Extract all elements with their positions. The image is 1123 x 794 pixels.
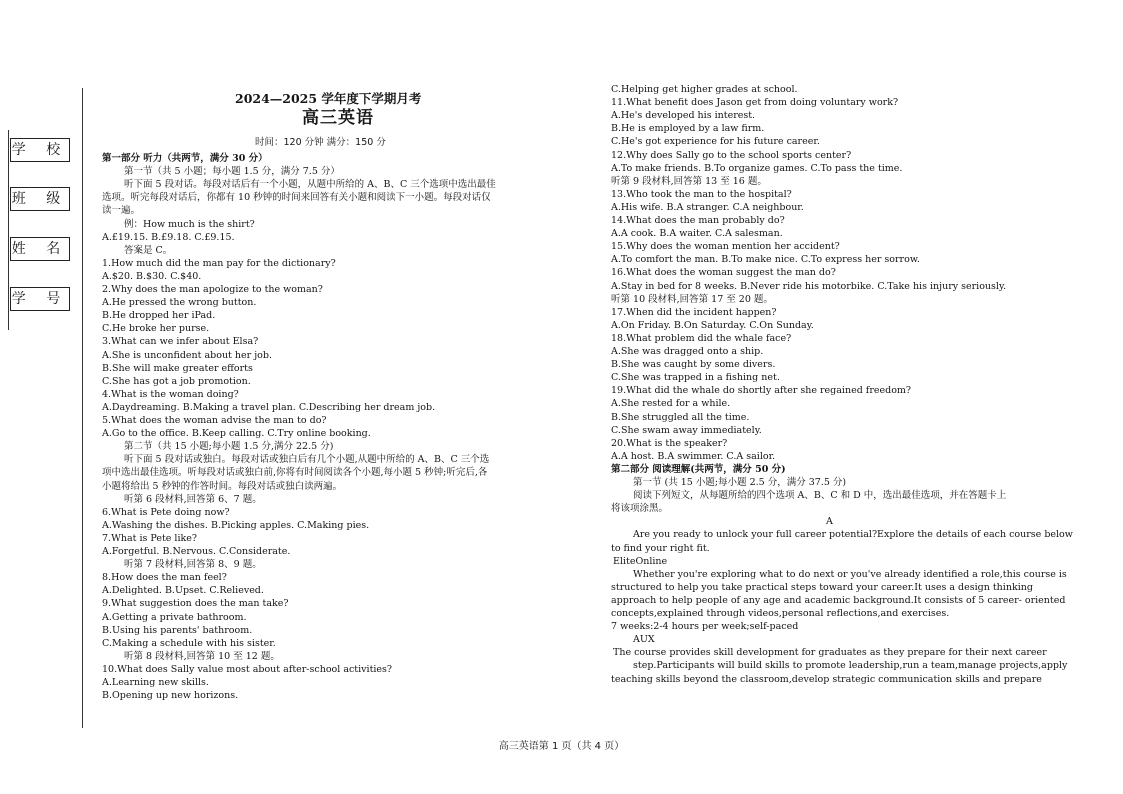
right-line: step.Participants will build skills to promote leadership,run a team,manage projects,apply: [633, 660, 1068, 672]
right-line: A.She was dragged onto a ship.: [611, 346, 764, 357]
left-line: A.Forgetful. B.Nervous. C.Considerate.: [102, 546, 291, 557]
right-line: A.To comfort the man. B.To make nice. C.To express her sorrow.: [611, 254, 920, 266]
right-line: EliteOnline: [613, 555, 668, 567]
right-line: C.He's got experience for his future career.: [611, 136, 820, 148]
right-line: A.On Friday. B.On Saturday. C.On Sunday.: [611, 319, 814, 331]
right-line: 第二部分 阅读理解(共两节，满分 50 分): [611, 463, 786, 475]
right-line: 听第 10 段材料,回答第 17 至 20 题。: [611, 293, 773, 305]
left-line: A.Delighted. B.Upset. C.Relieved.: [102, 585, 264, 597]
left-line: 10.What does Sally value most about after-school activities?: [102, 663, 393, 675]
left-line: 8.How does the man feel?: [102, 572, 227, 584]
right-line: A: [826, 516, 833, 528]
left-line: C.She has got a job promotion.: [102, 375, 251, 387]
left-line: 7.What is Pete like?: [102, 532, 197, 544]
right-line: 听第 9 段材料,回答第 13 至 16 题。: [611, 175, 767, 187]
left-line: 第一部分 听力（共两节，满分 30 分）: [102, 153, 268, 164]
left-line: 9.What suggestion does the man take?: [102, 598, 289, 610]
right-line: A.He's developed his interest.: [611, 110, 756, 122]
side-label-school: 学 校: [10, 138, 70, 162]
left-line: 第二节（共 15 小题;每小题 1.5 分,满分 22.5 分): [124, 441, 334, 453]
right-line: A.A host. B.A swimmer. C.A sailor.: [611, 450, 776, 462]
left-line: 1.How much did the man pay for the dictionary?: [102, 257, 336, 269]
left-line: 读一遍。: [102, 205, 141, 217]
left-line: A.He pressed the wrong button.: [102, 297, 257, 309]
left-line: 听下面 5 段对话或独白。每段对话或独白后有几个小题,从题中所给的 A、B、C 三个选: [124, 454, 490, 466]
right-line: Are you ready to unlock your full career potential?Explore the details of each course below: [633, 529, 1073, 541]
side-label-name: 姓 名: [10, 237, 70, 261]
right-line: 19.What did the whale do shortly after she regained freedom?: [611, 385, 912, 397]
left-line: C.He broke her purse.: [102, 323, 210, 335]
right-line: 第一节 (共 15 小题;每小题 2.5 分，满分 37.5 分): [633, 477, 847, 488]
left-line: A.Go to the office. B.Keep calling. C.Try online booking.: [102, 428, 371, 440]
left-line: 听第 8 段材料,回答第 10 至 12 题。: [124, 650, 280, 662]
right-line: C.She was trapped in a fishing net.: [611, 372, 780, 384]
page-footer: 高三英语第 1 页（共 4 页）: [498, 741, 625, 752]
right-line: teaching skills beyond the classroom,develop strategic communication skills and prepare: [611, 673, 1042, 685]
right-line: AUX: [633, 634, 655, 646]
right-line: to find your right fit.: [611, 542, 710, 554]
left-line: A.$20. B.$30. C.$40.: [102, 270, 202, 282]
right-line: Whether you're exploring what to do next or you've already identified a role,this course is: [633, 568, 1067, 580]
left-line: 听第 7 段材料,回答第 8、9 题。: [124, 559, 262, 571]
right-line: C.She swam away immediately.: [611, 424, 762, 436]
left-line: 选项。听完每段对话后，你都有 10 秒钟的时间来回答有关小题和阅读下一小题。每段对话仅: [102, 192, 491, 204]
right-line: 12.Why does Sally go to the school sports center?: [611, 149, 852, 161]
left-line: C.Making a schedule with his sister.: [102, 637, 276, 649]
right-line: B.She struggled all the time.: [611, 411, 750, 423]
right-line: 14.What does the man probably do?: [611, 215, 785, 226]
left-line: A.Learning new skills.: [102, 677, 209, 688]
right-line: A.A cook. B.A waiter. C.A salesman.: [611, 228, 783, 240]
left-line: 5.What does the woman advise the man to do?: [102, 415, 327, 426]
right-line: C.Helping get higher grades at school.: [611, 84, 798, 95]
right-line: 20.What is the speaker?: [611, 437, 728, 449]
right-line: 阅读下列短文，从每题所给的四个选项 A、B、C 和 D 中，选出最佳选项，并在答题卡上: [633, 490, 1007, 502]
left-line: 例：How much is the shirt?: [124, 218, 255, 230]
right-line: 18.What problem did the whale face?: [611, 332, 792, 344]
left-line: 答案是 C。: [124, 244, 173, 256]
left-line: 3.What can we infer about Elsa?: [102, 336, 259, 348]
left-line: 4.What is the woman doing?: [102, 388, 239, 400]
right-line: 将该项涂黑。: [611, 503, 669, 515]
left-line: 听第 6 段材料,回答第 6、7 题。: [124, 493, 262, 505]
right-line: A.Stay in bed for 8 weeks. B.Never ride his motorbike. C.Take his injury seriously.: [611, 280, 1007, 292]
right-line: 17.When did the incident happen?: [611, 306, 777, 318]
right-line: The course provides skill development for graduates as they prepare for their next career: [613, 647, 1047, 659]
left-line: A.Daydreaming. B.Making a travel plan. C.Describing her dream job.: [102, 401, 436, 413]
right-line: A.She rested for a while.: [611, 398, 731, 410]
exam-year-title: 2024—2025 学年度下学期月考: [235, 91, 422, 106]
left-line: B.Opening up new horizons.: [102, 690, 239, 702]
right-line: 7 weeks:2-4 hours per week;self-paced: [611, 621, 799, 633]
side-label-class: 班 级: [10, 187, 70, 211]
right-line: approach to help people of any age and academic background.It consists of 5 career- oriented: [611, 594, 1066, 606]
exam-time-info: 时间：120 分钟 满分：150 分: [255, 137, 386, 148]
left-line: 小题将给出 5 秒钟的作答时间。每段对话或独白读两遍。: [102, 480, 343, 492]
left-line: A.Washing the dishes. B.Picking apples. C.Making pies.: [102, 519, 370, 531]
left-line: B.He dropped her iPad.: [102, 310, 216, 322]
right-line: 13.Who took the man to the hospital?: [611, 188, 792, 200]
right-line: A.To make friends. B.To organize games. C.To pass the time.: [611, 162, 903, 174]
left-line: 6.What is Pete doing now?: [102, 506, 230, 518]
right-line: B.He is employed by a law firm.: [611, 123, 765, 135]
left-line: 第一节（共 5 小题；每小题 1.5 分，满分 7.5 分）: [124, 166, 340, 178]
left-line: B.Using his parents' bathroom.: [102, 624, 253, 636]
left-line: A.She is unconfident about her job.: [102, 349, 272, 361]
exam-subject-title: 高三英语: [302, 108, 374, 128]
binding-line-left: [8, 130, 9, 330]
left-line: A.£19.15. B.£9.18. C.£9.15.: [102, 231, 235, 243]
left-line: 听下面 5 段对话。每段对话后有一个小题，从题中所给的 A、B、C 三个选项中选出最佳: [124, 179, 496, 191]
right-line: concepts,explained through videos,personal reflections,and exercises.: [611, 608, 950, 619]
left-line: 2.Why does the man apologize to the woman?: [102, 284, 323, 295]
right-line: structured to help you take practical steps toward your career.It uses a design thinking: [611, 581, 1033, 593]
right-line: 11.What benefit does Jason get from doing voluntary work?: [611, 97, 899, 109]
left-line: B.She will make greater efforts: [102, 362, 253, 374]
left-line: A.Getting a private bathroom.: [102, 611, 247, 623]
right-line: A.His wife. B.A stranger. C.A neighbour.: [611, 201, 804, 213]
side-label-id: 学 号: [10, 287, 70, 311]
binding-line: [82, 88, 83, 728]
right-line: 15.Why does the woman mention her accident?: [611, 241, 840, 253]
right-line: 16.What does the woman suggest the man do?: [611, 267, 836, 279]
left-line: 项中选出最佳选项。听每段对话或独白前,你将有时间阅读各个小题,每小题 5 秒钟;听完后,各: [102, 467, 488, 479]
right-line: B.She was caught by some divers.: [611, 359, 776, 371]
